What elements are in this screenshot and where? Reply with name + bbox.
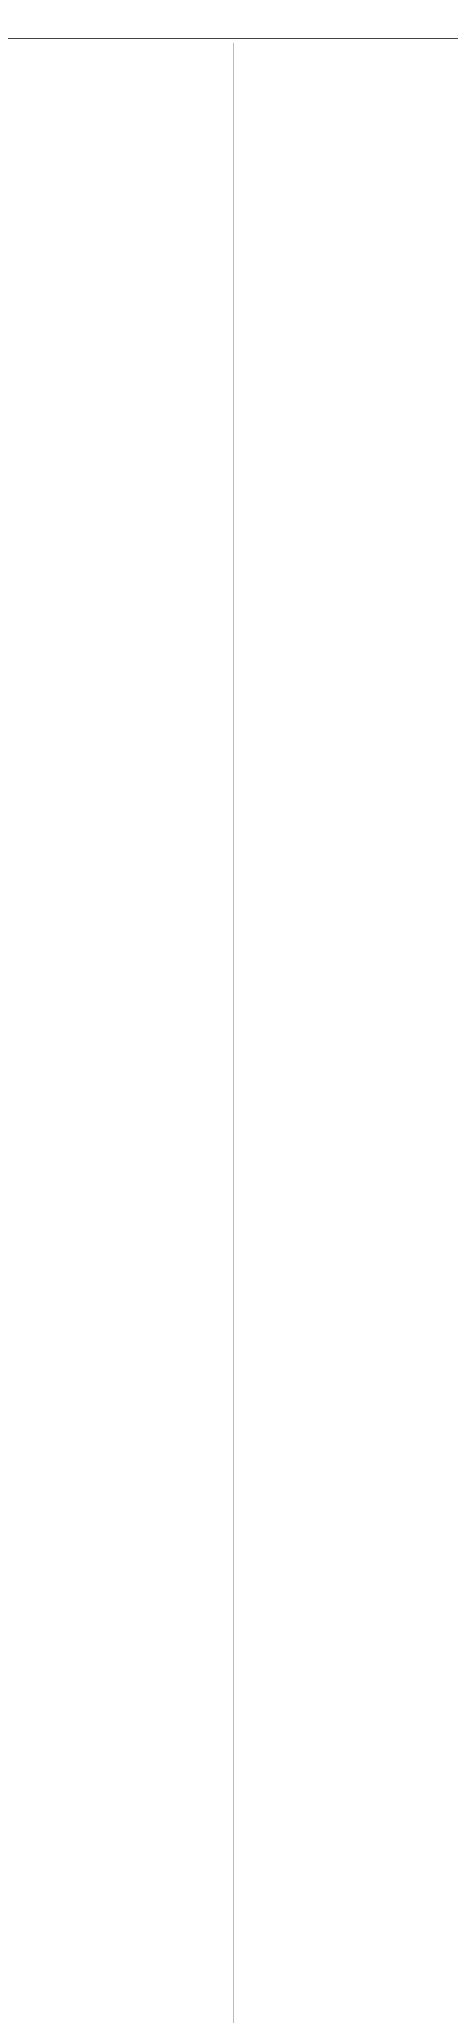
article-column-right xyxy=(233,43,458,2023)
article-headline xyxy=(8,6,458,39)
article-column-left xyxy=(8,43,223,2023)
article-body xyxy=(8,43,458,2023)
